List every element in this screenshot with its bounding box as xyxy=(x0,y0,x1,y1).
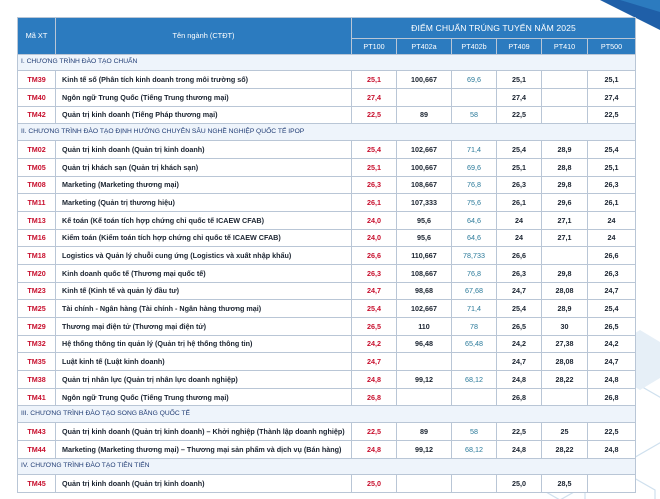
score-pt100: 26,1 xyxy=(352,194,397,212)
program-code: TM25 xyxy=(18,300,56,318)
score-pt402a: 107,333 xyxy=(397,194,452,212)
score-pt100: 24,0 xyxy=(352,211,397,229)
score-pt402a xyxy=(397,353,452,371)
score-pt100: 22,5 xyxy=(352,106,397,124)
admission-score-table xyxy=(17,17,636,493)
program-name: Kinh doanh quốc tế (Thương mại quốc tế) xyxy=(56,264,352,282)
score-pt410: 27,1 xyxy=(542,211,588,229)
score-pt402b xyxy=(452,388,497,406)
score-pt410: 27,1 xyxy=(542,229,588,247)
score-pt402a xyxy=(397,475,452,493)
table-row xyxy=(18,335,636,353)
program-name: Hệ thống thông tin quản lý (Quản trị hệ thống thông tin) xyxy=(56,335,352,353)
table-row xyxy=(18,176,636,194)
score-pt402b: 71,4 xyxy=(452,141,497,159)
score-pt100: 25,1 xyxy=(352,158,397,176)
table-row xyxy=(18,282,636,300)
score-pt100: 25,1 xyxy=(352,71,397,89)
table-row xyxy=(18,141,636,159)
score-pt402a: 95,6 xyxy=(397,211,452,229)
score-pt402b: 78,733 xyxy=(452,247,497,265)
score-pt500: 25,4 xyxy=(588,300,636,318)
score-pt409: 26,3 xyxy=(497,176,542,194)
score-pt500: 24 xyxy=(588,229,636,247)
score-pt402a xyxy=(397,388,452,406)
score-pt409: 26,1 xyxy=(497,194,542,212)
score-pt410: 30 xyxy=(542,318,588,336)
score-pt402a xyxy=(397,88,452,106)
score-pt402a: 99,12 xyxy=(397,371,452,389)
score-pt410: 28,5 xyxy=(542,475,588,493)
program-code: TM05 xyxy=(18,158,56,176)
score-pt500 xyxy=(588,475,636,493)
score-pt100: 25,4 xyxy=(352,141,397,159)
program-name: Tài chính - Ngân hàng (Tài chính - Ngân hàng thương mại) xyxy=(56,300,352,318)
score-pt500: 26,3 xyxy=(588,176,636,194)
program-name: Quản trị khách sạn (Quản trị khách sạn) xyxy=(56,158,352,176)
score-pt100: 24,7 xyxy=(352,282,397,300)
score-pt409: 24,7 xyxy=(497,282,542,300)
program-code: TM18 xyxy=(18,247,56,265)
score-pt410: 27,38 xyxy=(542,335,588,353)
score-pt100: 24,2 xyxy=(352,335,397,353)
score-pt402b: 75,6 xyxy=(452,194,497,212)
header-method-pt500: PT500 xyxy=(588,39,636,55)
program-code: TM39 xyxy=(18,71,56,89)
score-pt409: 24,7 xyxy=(497,353,542,371)
score-pt402a: 95,6 xyxy=(397,229,452,247)
header-main-title: ĐIỂM CHUẨN TRÚNG TUYỂN NĂM 2025 xyxy=(352,18,636,39)
score-pt100: 24,7 xyxy=(352,353,397,371)
program-code: TM35 xyxy=(18,353,56,371)
program-code: TM43 xyxy=(18,423,56,441)
score-pt500: 26,3 xyxy=(588,264,636,282)
score-pt100: 25,4 xyxy=(352,300,397,318)
score-pt402b: 67,68 xyxy=(452,282,497,300)
score-pt100: 26,3 xyxy=(352,176,397,194)
table-row xyxy=(18,264,636,282)
score-pt410: 28,08 xyxy=(542,353,588,371)
program-code: TM42 xyxy=(18,106,56,124)
score-pt500: 26,1 xyxy=(588,194,636,212)
score-pt500: 22,5 xyxy=(588,423,636,441)
table-row xyxy=(18,229,636,247)
score-pt410 xyxy=(542,388,588,406)
program-name: Marketing (Marketing thương mại) – Thương mại sản phẩm và dịch vụ (Bán hàng) xyxy=(56,440,352,458)
score-pt409: 26,5 xyxy=(497,318,542,336)
score-pt409: 24,2 xyxy=(497,335,542,353)
score-pt500: 24,7 xyxy=(588,353,636,371)
score-pt402a: 110,667 xyxy=(397,247,452,265)
score-pt402a: 108,667 xyxy=(397,264,452,282)
score-pt409: 22,5 xyxy=(497,423,542,441)
header-method-pt402b: PT402b xyxy=(452,39,497,55)
score-pt409: 27,4 xyxy=(497,88,542,106)
score-pt402a: 89 xyxy=(397,423,452,441)
score-pt100: 26,6 xyxy=(352,247,397,265)
score-pt402a: 99,12 xyxy=(397,440,452,458)
table-row xyxy=(18,475,636,493)
score-pt410: 29,8 xyxy=(542,264,588,282)
program-name: Kế toán (Kế toán tích hợp chứng chỉ quốc tế ICAEW CFAB) xyxy=(56,211,352,229)
score-pt100: 24,8 xyxy=(352,371,397,389)
header-method-pt100: PT100 xyxy=(352,39,397,55)
score-pt402b: 69,6 xyxy=(452,71,497,89)
score-pt410: 28,22 xyxy=(542,440,588,458)
program-name: Kinh tế số (Phân tích kinh doanh trong môi trường số) xyxy=(56,71,352,89)
score-pt410: 28,22 xyxy=(542,371,588,389)
program-code: TM41 xyxy=(18,388,56,406)
score-pt402b xyxy=(452,353,497,371)
score-pt410 xyxy=(542,88,588,106)
section-header xyxy=(18,458,636,475)
score-pt500: 22,5 xyxy=(588,106,636,124)
score-pt409: 24,8 xyxy=(497,371,542,389)
score-pt500: 27,4 xyxy=(588,88,636,106)
table-row xyxy=(18,423,636,441)
program-name: Marketing (Quản trị thương hiệu) xyxy=(56,194,352,212)
program-name: Quản trị kinh doanh (Quản trị kinh doanh) xyxy=(56,475,352,493)
score-pt410: 25 xyxy=(542,423,588,441)
score-pt409: 26,6 xyxy=(497,247,542,265)
table-row xyxy=(18,440,636,458)
score-pt409: 26,8 xyxy=(497,388,542,406)
score-pt402b: 65,48 xyxy=(452,335,497,353)
score-pt500: 25,4 xyxy=(588,141,636,159)
program-code: TM32 xyxy=(18,335,56,353)
score-pt410: 28,8 xyxy=(542,158,588,176)
score-pt409: 22,5 xyxy=(497,106,542,124)
table-row xyxy=(18,353,636,371)
program-code: TM23 xyxy=(18,282,56,300)
score-pt410: 28,9 xyxy=(542,300,588,318)
score-pt402b xyxy=(452,475,497,493)
table-row xyxy=(18,371,636,389)
score-pt409: 24 xyxy=(497,211,542,229)
table-row xyxy=(18,388,636,406)
score-pt500: 26,8 xyxy=(588,388,636,406)
program-name: Kiểm toán (Kiểm toán tích hợp chứng chỉ quốc tế ICAEW CFAB) xyxy=(56,229,352,247)
score-pt402a: 89 xyxy=(397,106,452,124)
score-pt500: 26,6 xyxy=(588,247,636,265)
score-pt402b: 58 xyxy=(452,423,497,441)
score-pt402a: 100,667 xyxy=(397,71,452,89)
score-pt500: 25,1 xyxy=(588,71,636,89)
score-pt402b: 69,6 xyxy=(452,158,497,176)
header-code: Mã XT xyxy=(18,18,56,55)
score-pt402a: 96,48 xyxy=(397,335,452,353)
score-pt500: 24,7 xyxy=(588,282,636,300)
table-row xyxy=(18,211,636,229)
score-pt500: 24 xyxy=(588,211,636,229)
admission-table-container xyxy=(17,17,635,493)
section-header xyxy=(18,124,636,141)
score-pt402b: 76,8 xyxy=(452,176,497,194)
program-code: TM29 xyxy=(18,318,56,336)
score-pt402b: 68,12 xyxy=(452,440,497,458)
program-code: TM11 xyxy=(18,194,56,212)
program-name: Ngôn ngữ Trung Quốc (Tiếng Trung thương mại) xyxy=(56,388,352,406)
table-row xyxy=(18,158,636,176)
program-name: Luật kinh tế (Luật kinh doanh) xyxy=(56,353,352,371)
section-header xyxy=(18,406,636,423)
score-pt100: 26,3 xyxy=(352,264,397,282)
score-pt500: 26,5 xyxy=(588,318,636,336)
score-pt409: 25,0 xyxy=(497,475,542,493)
score-pt500: 24,2 xyxy=(588,335,636,353)
section-title: I. CHƯƠNG TRÌNH ĐÀO TẠO CHUẨN xyxy=(18,54,636,71)
score-pt402a: 98,68 xyxy=(397,282,452,300)
section-title: III. CHƯƠNG TRÌNH ĐÀO TẠO SONG BẰNG QUỐC TẾ xyxy=(18,406,636,423)
score-pt402a: 102,667 xyxy=(397,300,452,318)
score-pt100: 24,0 xyxy=(352,229,397,247)
header-method-pt402a: PT402a xyxy=(397,39,452,55)
header-method-pt409: PT409 xyxy=(497,39,542,55)
table-row xyxy=(18,194,636,212)
score-pt402b xyxy=(452,88,497,106)
score-pt409: 24 xyxy=(497,229,542,247)
program-code: TM20 xyxy=(18,264,56,282)
section-title: IV. CHƯƠNG TRÌNH ĐÀO TẠO TIÊN TIẾN xyxy=(18,458,636,475)
score-pt402b: 78 xyxy=(452,318,497,336)
header-method-pt410: PT410 xyxy=(542,39,588,55)
section-header xyxy=(18,54,636,71)
score-pt100: 27,4 xyxy=(352,88,397,106)
score-pt409: 24,8 xyxy=(497,440,542,458)
table-row xyxy=(18,300,636,318)
score-pt409: 25,4 xyxy=(497,141,542,159)
score-pt402b: 58 xyxy=(452,106,497,124)
score-pt402b: 71,4 xyxy=(452,300,497,318)
program-code: TM16 xyxy=(18,229,56,247)
score-pt409: 25,1 xyxy=(497,158,542,176)
score-pt409: 26,3 xyxy=(497,264,542,282)
score-pt410 xyxy=(542,106,588,124)
score-pt410: 29,8 xyxy=(542,176,588,194)
score-pt402a: 100,667 xyxy=(397,158,452,176)
score-pt500: 24,8 xyxy=(588,440,636,458)
program-name: Quản trị kinh doanh (Tiếng Pháp thương mại) xyxy=(56,106,352,124)
program-code: TM13 xyxy=(18,211,56,229)
score-pt500: 25,1 xyxy=(588,158,636,176)
program-name: Kinh tế (Kinh tế và quản lý đầu tư) xyxy=(56,282,352,300)
program-name: Quản trị nhân lực (Quản trị nhân lực doanh nghiệp) xyxy=(56,371,352,389)
score-pt100: 26,8 xyxy=(352,388,397,406)
score-pt409: 25,4 xyxy=(497,300,542,318)
score-pt410: 28,08 xyxy=(542,282,588,300)
program-name: Thương mại điện tử (Thương mại điện tử) xyxy=(56,318,352,336)
score-pt100: 26,5 xyxy=(352,318,397,336)
program-name: Quản trị kinh doanh (Quản trị kinh doanh) xyxy=(56,141,352,159)
program-code: TM45 xyxy=(18,475,56,493)
table-row xyxy=(18,318,636,336)
table-row xyxy=(18,88,636,106)
score-pt100: 24,8 xyxy=(352,440,397,458)
program-code: TM44 xyxy=(18,440,56,458)
score-pt500: 24,8 xyxy=(588,371,636,389)
score-pt402b: 64,6 xyxy=(452,229,497,247)
program-name: Quản trị kinh doanh (Quản trị kinh doanh) – Khởi nghiệp (Thành lập doanh nghiệp) xyxy=(56,423,352,441)
program-code: TM40 xyxy=(18,88,56,106)
score-pt100: 22,5 xyxy=(352,423,397,441)
score-pt402b: 64,6 xyxy=(452,211,497,229)
score-pt100: 25,0 xyxy=(352,475,397,493)
score-pt410 xyxy=(542,71,588,89)
score-pt410: 28,9 xyxy=(542,141,588,159)
table-row xyxy=(18,71,636,89)
score-pt402a: 108,667 xyxy=(397,176,452,194)
table-row xyxy=(18,106,636,124)
table-body xyxy=(18,54,636,493)
program-code: TM08 xyxy=(18,176,56,194)
program-code: TM38 xyxy=(18,371,56,389)
score-pt402b: 76,8 xyxy=(452,264,497,282)
header-program-name: Tên ngành (CTĐT) xyxy=(56,18,352,55)
score-pt409: 25,1 xyxy=(497,71,542,89)
score-pt410: 29,6 xyxy=(542,194,588,212)
program-name: Ngôn ngữ Trung Quốc (Tiếng Trung thương mại) xyxy=(56,88,352,106)
section-title: II. CHƯƠNG TRÌNH ĐÀO TẠO ĐỊNH HƯỚNG CHUYÊN SÂU NGHỀ NGHIỆP QUỐC TẾ IPOP xyxy=(18,124,636,141)
program-name: Logistics và Quản lý chuỗi cung ứng (Logistics và xuất nhập khẩu) xyxy=(56,247,352,265)
program-name: Marketing (Marketing thương mại) xyxy=(56,176,352,194)
program-code: TM02 xyxy=(18,141,56,159)
score-pt402a: 102,667 xyxy=(397,141,452,159)
score-pt402a: 110 xyxy=(397,318,452,336)
score-pt410 xyxy=(542,247,588,265)
table-row xyxy=(18,247,636,265)
score-pt402b: 68,12 xyxy=(452,371,497,389)
